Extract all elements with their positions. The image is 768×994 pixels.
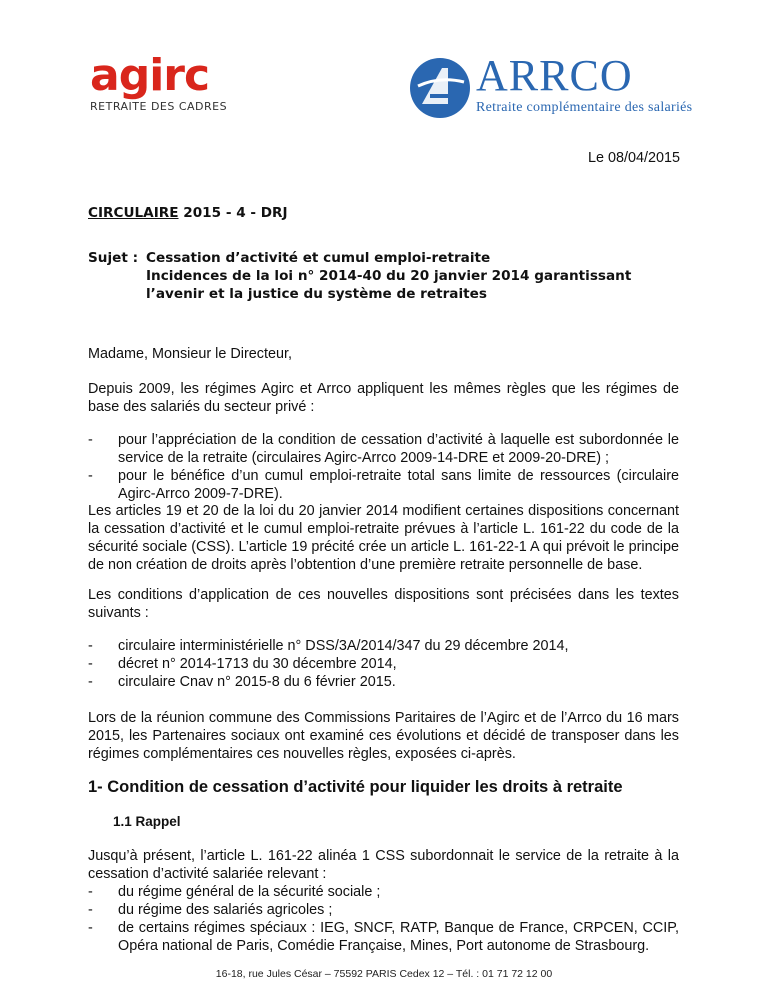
paragraph-1: Depuis 2009, les régimes Agirc et Arrco appliquent les mêmes règles que les régimes de base des salariés du secteur privé : xyxy=(88,381,679,415)
section-1-title: 1- Condition de cessation d’activité pour liquider les droits à retraite xyxy=(88,778,623,796)
paragraph-4: Lors de la réunion commune des Commissions Paritaires de l’Agirc et de l’Arrco du 16 mars 2015, les Partenaires sociaux ont examiné ces évolutions et décidé de transposer dans les régimes complémentaires ces nouvelles règles, exposées ci-après. xyxy=(88,710,679,762)
footer-address: 16-18, rue Jules César – 75592 PARIS Cedex 12 – Tél. : 01 71 72 12 00 xyxy=(215,968,553,980)
subject-line-2: Incidences de la loi n° 2014-40 du 20 janvier 2014 garantissant l’avenir et la justice du système de retraites xyxy=(146,268,632,302)
paragraph-3: Les conditions d’application de ces nouvelles dispositions sont précisées dans les textes suivants : xyxy=(88,587,679,621)
arrco-logo xyxy=(408,51,693,122)
list-item: - pour le bénéfice d’un cumul emploi-retraite total sans limite de ressources (circulaire Agirc-Arrco 2009-7-DRE). xyxy=(88,468,679,502)
subject-block xyxy=(88,249,688,303)
arrco-emblem-icon xyxy=(408,56,472,120)
paragraph-2: Les articles 19 et 20 de la loi du 20 janvier 2014 modifient certaines dispositions concernant la cessation d’activité et le cumul emploi-retraite prévues à l’article L. 161-22 du code de la sécurité sociale (CSS). L’article 19 précité crée un article L. 161-22-1 A qui prévoit le principe de non création de droits après l’obtention d’une première retraite personnelle de base. xyxy=(88,503,679,573)
subject-label: Sujet : xyxy=(88,250,139,266)
section-1-1-text: Jusqu’à présent, l’article L. 161-22 alinéa 1 CSS subordonnait le service de la retraite à la cessation d’activité salariée relevant : xyxy=(88,848,679,882)
list-1 xyxy=(88,431,679,503)
circular-label: CIRCULAIRE xyxy=(88,205,179,221)
list-item: - circulaire Cnav n° 2015-8 du 6 février 2015. xyxy=(88,674,396,690)
agirc-logo-subtitle: RETRAITE DES CADRES xyxy=(90,100,228,113)
list-item: - du régime des salariés agricoles ; xyxy=(88,902,333,918)
list-item: - du régime général de la sécurité sociale ; xyxy=(88,884,381,900)
arrco-logo-wordmark: ARRCO xyxy=(476,51,633,100)
agirc-logo-wordmark: agirc xyxy=(90,50,210,101)
list-item: - décret n° 2014-1713 du 30 décembre 2014, xyxy=(88,656,397,672)
subject-line-1: Cessation d’activité et cumul emploi-retraite xyxy=(146,250,491,266)
list-item: - pour l’appréciation de la condition de cessation d’activité à laquelle est subordonnée le service de la retraite (circulaires Agirc-Arrco 2009-14-DRE et 2009-20-DRE) ; xyxy=(88,432,679,466)
arrco-logo-subtitle: Retraite complémentaire des salariés xyxy=(476,100,693,115)
section-1-1-title: 1.1 Rappel xyxy=(113,814,181,829)
list-item: - de certains régimes spéciaux : IEG, SNCF, RATP, Banque de France, CRPCEN, CCIP, Opéra national de Paris, Comédie Française, Mines, Port autonome de Strasbourg. xyxy=(88,920,679,954)
circular-reference xyxy=(88,205,288,221)
list-3 xyxy=(88,883,679,955)
list-item: - circulaire interministérielle n° DSS/3A/2014/347 du 29 décembre 2014, xyxy=(88,638,569,654)
salutation: Madame, Monsieur le Directeur, xyxy=(88,346,292,362)
circular-number: 2015 - 4 - DRJ xyxy=(178,205,288,221)
letter-date: Le 08/04/2015 xyxy=(587,150,680,166)
agirc-logo xyxy=(90,50,230,113)
list-2 xyxy=(88,637,679,691)
